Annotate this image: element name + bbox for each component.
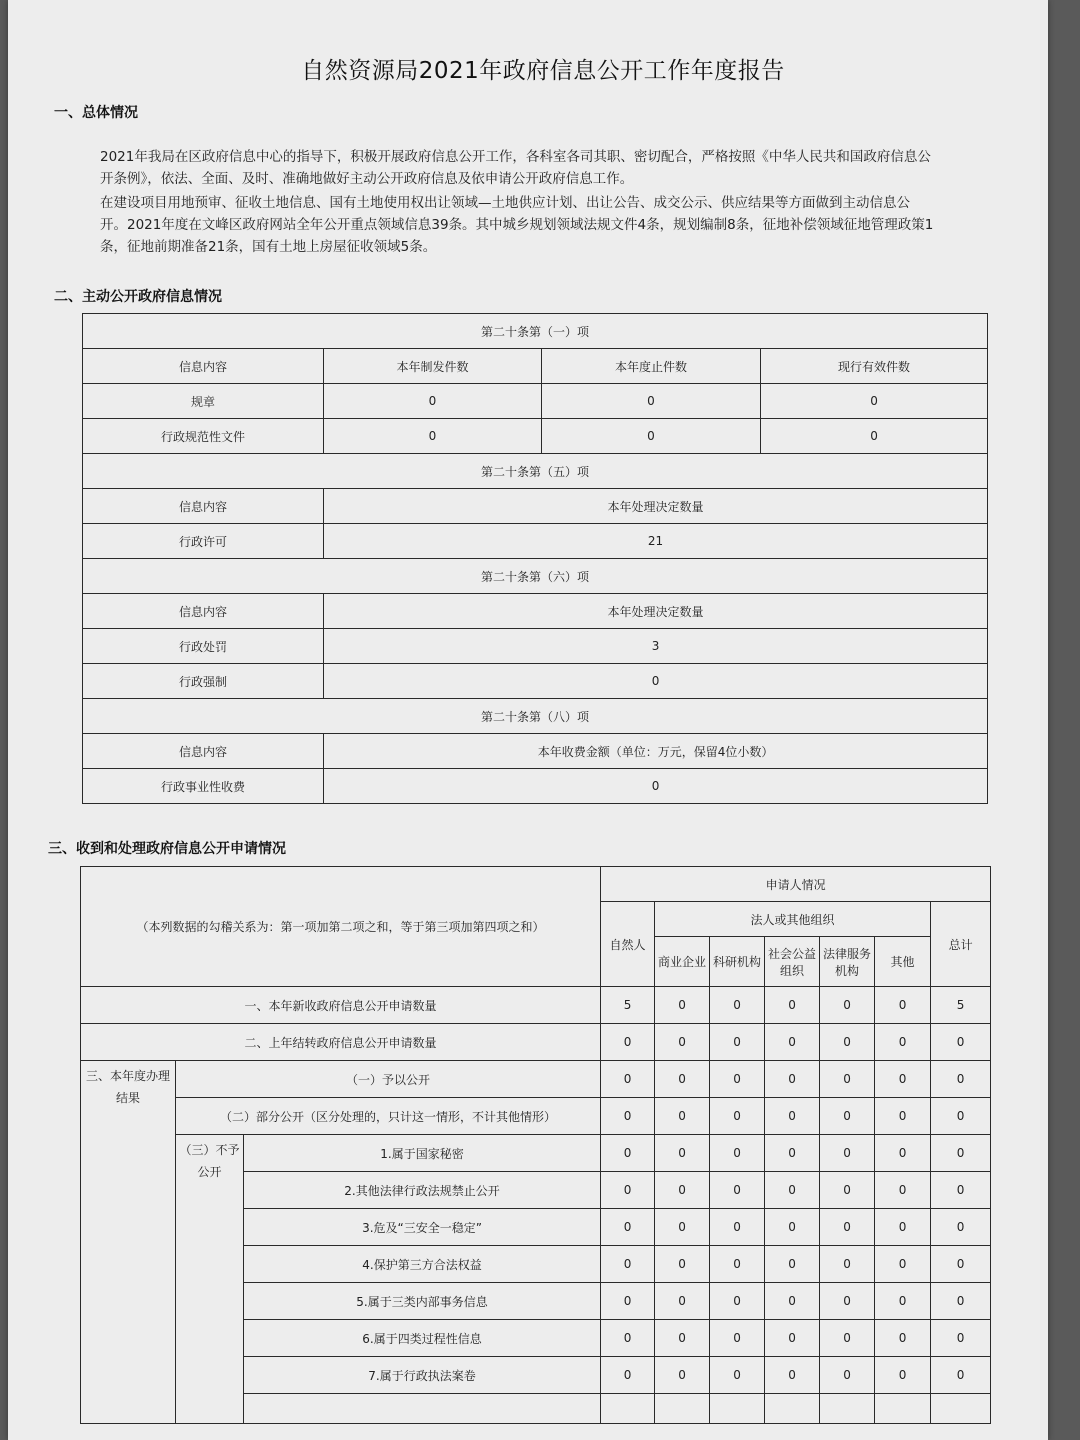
row-label: 4.保护第三方合法权益	[244, 1246, 601, 1283]
cell-value: 0	[765, 987, 820, 1024]
col-public-welfare: 社会公益组织	[765, 937, 820, 987]
cell-value: 0	[601, 1024, 655, 1061]
requests-table	[80, 866, 991, 1424]
cell-value: 0	[601, 1061, 655, 1098]
cell-value: 3	[324, 629, 988, 664]
cell-value: 0	[820, 1024, 875, 1061]
para1-line2: 开条例》，依法、全面、及时、准确地做好主动公开政府信息及依申请公开政府信息工作。	[100, 171, 634, 187]
cell-empty	[765, 1394, 820, 1424]
cell-value: 0	[710, 1172, 765, 1209]
cell-value: 0	[601, 1172, 655, 1209]
cell-value: 0	[931, 1357, 991, 1394]
cell-value: 0	[875, 1098, 931, 1135]
proactive-disclosure-table	[82, 313, 988, 804]
cell-value: 0	[820, 1209, 875, 1246]
cell-value: 0	[820, 1320, 875, 1357]
row-label: 行政处罚	[83, 629, 324, 664]
col-legal-entities: 法人或其他组织	[655, 902, 931, 937]
row-label: 6.属于四类过程性信息	[244, 1320, 601, 1357]
cell-value: 0	[931, 1283, 991, 1320]
row-label: 行政规范性文件	[83, 419, 324, 454]
cell-value: 0	[761, 419, 988, 454]
cell-value: 0	[765, 1172, 820, 1209]
col-legal-service: 法律服务机构	[820, 937, 875, 987]
group-not-disclosed: （三）不予公开	[176, 1135, 244, 1424]
consistency-note: （本列数据的勾稽关系为：第一项加第二项之和，等于第三项加第四项之和）	[81, 867, 601, 987]
cell-value: 0	[601, 1283, 655, 1320]
cell-value: 0	[875, 1172, 931, 1209]
cell-value: 5	[601, 987, 655, 1024]
row-label: 5.属于三类内部事务信息	[244, 1283, 601, 1320]
col-info-content: 信息内容	[83, 489, 324, 524]
cell-value: 0	[655, 1061, 710, 1098]
cell-value: 0	[931, 1320, 991, 1357]
cell-value: 0	[820, 1061, 875, 1098]
cell-value: 0	[875, 1246, 931, 1283]
section-heading-requests: 三、收到和处理政府信息公开申请情况	[48, 841, 286, 857]
cell-value: 0	[710, 1209, 765, 1246]
row-label: 2.其他法律行政法规禁止公开	[244, 1172, 601, 1209]
cell-value: 0	[542, 384, 761, 419]
cell-value: 0	[655, 1246, 710, 1283]
cell-value: 0	[655, 1209, 710, 1246]
cell-value: 0	[820, 987, 875, 1024]
cell-value: 0	[655, 1172, 710, 1209]
row-label: 行政许可	[83, 524, 324, 559]
cell-empty	[875, 1394, 931, 1424]
cell-value: 0	[931, 1061, 991, 1098]
table-row	[81, 1135, 991, 1172]
cell-value: 0	[875, 1135, 931, 1172]
col-decision-count: 本年处理决定数量	[324, 489, 988, 524]
general-paragraph-2	[100, 192, 990, 258]
cell-empty	[820, 1394, 875, 1424]
col-decision-count: 本年处理决定数量	[324, 594, 988, 629]
col-fee-amount: 本年收费金额（单位：万元，保留4位小数）	[324, 734, 988, 769]
cell-value: 0	[601, 1135, 655, 1172]
cell-value: 0	[820, 1246, 875, 1283]
cell-value: 0	[765, 1320, 820, 1357]
cell-value: 0	[542, 419, 761, 454]
cell-value: 0	[601, 1098, 655, 1135]
cell-empty	[601, 1394, 655, 1424]
cell-value: 0	[875, 1061, 931, 1098]
cell-value: 0	[710, 1246, 765, 1283]
table-row	[83, 664, 988, 699]
row-label: 行政事业性收费	[83, 769, 324, 804]
cell-value: 0	[655, 1283, 710, 1320]
cell-value: 0	[931, 1135, 991, 1172]
row-label: 7.属于行政执法案卷	[244, 1357, 601, 1394]
cell-value: 0	[710, 1283, 765, 1320]
group-processing-results: 三、本年度办理结果	[81, 1061, 176, 1424]
cell-value: 0	[875, 987, 931, 1024]
table-row	[83, 419, 988, 454]
row-label: 3.危及“三安全一稳定”	[244, 1209, 601, 1246]
para1-line1: 2021年我局在区政府信息中心的指导下，积极开展政府信息公开工作，各科室各司其职、密切配合，严格按照《中华人民共和国政府信息公	[100, 149, 931, 165]
cell-value: 0	[765, 1209, 820, 1246]
cell-value: 0	[765, 1061, 820, 1098]
cell-value: 5	[931, 987, 991, 1024]
col-info-content: 信息内容	[83, 349, 324, 384]
section-heading-proactive: 二、主动公开政府信息情况	[54, 289, 222, 305]
cell-value: 0	[601, 1357, 655, 1394]
cell-value: 0	[820, 1283, 875, 1320]
applicant-header: 申请人情况	[601, 867, 991, 902]
cell-empty	[931, 1394, 991, 1424]
cell-value: 0	[655, 1135, 710, 1172]
cell-value: 21	[324, 524, 988, 559]
cell-value: 0	[324, 419, 542, 454]
cell-value: 0	[710, 1320, 765, 1357]
cell-value: 0	[710, 1135, 765, 1172]
cell-value: 0	[820, 1357, 875, 1394]
row-label-empty	[244, 1394, 601, 1424]
cell-value: 0	[875, 1320, 931, 1357]
cell-value: 0	[875, 1024, 931, 1061]
cell-value: 0	[765, 1098, 820, 1135]
table-row	[81, 1024, 991, 1061]
col-issued-this-year: 本年制发件数	[324, 349, 542, 384]
cell-value: 0	[761, 384, 988, 419]
cell-value: 0	[875, 1357, 931, 1394]
table-row	[81, 1061, 991, 1098]
table-row	[81, 987, 991, 1024]
cell-value: 0	[820, 1135, 875, 1172]
row-label: 1.属于国家秘密	[244, 1135, 601, 1172]
row-label: 二、上年结转政府信息公开申请数量	[81, 1024, 601, 1061]
col-research: 科研机构	[710, 937, 765, 987]
cell-value: 0	[655, 987, 710, 1024]
cell-value: 0	[765, 1283, 820, 1320]
cell-value: 0	[324, 769, 988, 804]
cell-value: 0	[931, 1209, 991, 1246]
cell-value: 0	[875, 1283, 931, 1320]
cell-value: 0	[820, 1172, 875, 1209]
table-row	[83, 524, 988, 559]
cell-value: 0	[324, 384, 542, 419]
row-label: 一、本年新收政府信息公开申请数量	[81, 987, 601, 1024]
article-20-1-header: 第二十条第（一）项	[83, 314, 988, 349]
cell-value: 0	[601, 1320, 655, 1357]
col-total: 总计	[931, 902, 991, 987]
cell-value: 0	[655, 1357, 710, 1394]
cell-value: 0	[931, 1172, 991, 1209]
cell-value: 0	[765, 1024, 820, 1061]
cell-value: 0	[710, 1098, 765, 1135]
cell-value: 0	[710, 1024, 765, 1061]
cell-value: 0	[931, 1246, 991, 1283]
document-page	[8, 0, 1048, 1440]
article-20-8-header: 第二十条第（八）项	[83, 699, 988, 734]
col-natural-person: 自然人	[601, 902, 655, 987]
cell-value: 0	[655, 1320, 710, 1357]
cell-value: 0	[931, 1098, 991, 1135]
cell-value: 0	[765, 1135, 820, 1172]
cell-value: 0	[324, 664, 988, 699]
col-currently-valid: 现行有效件数	[761, 349, 988, 384]
cell-value: 0	[601, 1209, 655, 1246]
col-other: 其他	[875, 937, 931, 987]
cell-value: 0	[655, 1098, 710, 1135]
cell-value: 0	[931, 1024, 991, 1061]
cell-value: 0	[710, 1061, 765, 1098]
cell-value: 0	[820, 1098, 875, 1135]
cell-empty	[655, 1394, 710, 1424]
cell-value: 0	[710, 1357, 765, 1394]
article-20-5-header: 第二十条第（五）项	[83, 454, 988, 489]
para2-line2: 开。2021年度在文峰区政府网站全年公开重点领域信息39条。其中城乡规划领域法规文件4条，规划编制8条，征地补偿领域征地管理政策1	[100, 217, 934, 233]
col-info-content: 信息内容	[83, 594, 324, 629]
cell-value: 0	[875, 1209, 931, 1246]
document-title: 自然资源局2021年政府信息公开工作年度报告	[301, 58, 785, 84]
cell-value: 0	[601, 1246, 655, 1283]
col-info-content: 信息内容	[83, 734, 324, 769]
row-label: 行政强制	[83, 664, 324, 699]
row-label: （一）予以公开	[176, 1061, 601, 1098]
row-label: （二）部分公开（区分处理的，只计这一情形，不计其他情形）	[176, 1098, 601, 1135]
cell-empty	[710, 1394, 765, 1424]
col-commercial: 商业企业	[655, 937, 710, 987]
row-label: 规章	[83, 384, 324, 419]
cell-value: 0	[765, 1357, 820, 1394]
table-row	[83, 769, 988, 804]
table-row	[83, 629, 988, 664]
cell-value: 0	[710, 987, 765, 1024]
col-abolished-this-year: 本年度止件数	[542, 349, 761, 384]
section-heading-general: 一、总体情况	[54, 105, 138, 121]
general-paragraph-1	[100, 146, 990, 190]
table-row	[83, 384, 988, 419]
para2-line1: 在建设项目用地预审、征收土地信息、国有土地使用权出让领域—土地供应计划、出让公告、成交公示、供应结果等方面做到主动信息公	[100, 195, 910, 211]
cell-value: 0	[655, 1024, 710, 1061]
article-20-6-header: 第二十条第（六）项	[83, 559, 988, 594]
para2-line3: 条，征地前期准备21条，国有土地上房屋征收领域5条。	[100, 239, 437, 255]
cell-value: 0	[765, 1246, 820, 1283]
table-row	[81, 1098, 991, 1135]
